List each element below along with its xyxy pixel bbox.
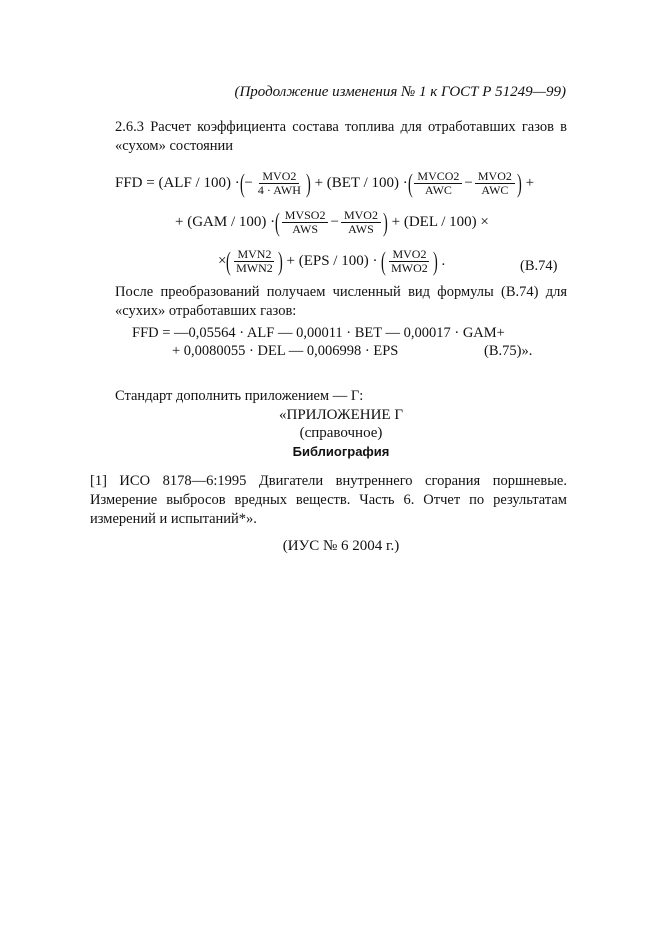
formula-text: −	[244, 175, 253, 191]
fraction-numerator: MVCO2	[414, 170, 462, 184]
bracket-left: (	[407, 168, 413, 198]
fraction	[255, 170, 304, 197]
bracket-left: (	[226, 246, 232, 276]
fraction-numerator: MVO2	[475, 170, 515, 184]
bracket-right: )	[277, 246, 283, 276]
fraction-denominator: AWC	[481, 183, 509, 197]
formula-text: +	[525, 175, 535, 191]
bracket-left: (	[275, 207, 280, 237]
fraction	[341, 209, 381, 236]
bracket-right: )	[382, 207, 388, 237]
bracket-left: (	[239, 168, 245, 198]
formula-b75-line1: FFD = —0,05564 · ALF — 0,00011 · BET — 0,00017 · GAM+	[132, 325, 505, 341]
section-paragraph: 2.6.3 Расчет коэффициента состава топлива для отработавших газов в «сухом» состоянии	[115, 119, 567, 154]
bracket-right: )	[432, 246, 438, 276]
formula-text: + (GAM / 100) ·	[175, 214, 276, 230]
formula-b74-line3	[218, 248, 445, 275]
fraction-numerator: MVSO2	[282, 209, 329, 223]
page-header: (Продолжение изменения № 1 к ГОСТ Р 51249—99)	[234, 84, 566, 100]
appendix-subtitle: (справочное)	[299, 425, 383, 441]
fraction-denominator: AWC	[424, 183, 452, 197]
equation-number-b74: (В.74)	[520, 258, 558, 274]
bracket-left: (	[381, 246, 387, 276]
fraction-numerator: MVO2	[341, 209, 381, 223]
bracket-right: )	[516, 168, 522, 198]
fraction-denominator: AWS	[348, 222, 374, 236]
bibliography-entry: [1] ИСО 8178—6:1995 Двигатели внутреннего сгорания поршневые. Измерение выбросов вредных веществ. Часть 6. Отчет по результатам измерений и испытаний*».	[90, 473, 567, 527]
formula-b74-line2	[175, 209, 489, 236]
fraction-numerator: MVN2	[234, 248, 274, 262]
fraction-denominator: 4 · AWH	[257, 183, 301, 197]
fraction-denominator: MWN2	[236, 261, 273, 275]
fraction-denominator: MWO2	[391, 261, 428, 275]
fraction	[388, 248, 431, 275]
equation-number-b75: (В.75)».	[484, 343, 533, 359]
formula-text: ×	[218, 253, 227, 269]
after-formula-paragraph: После преобразований получаем численный вид формулы (В.74) для «сухих» отработавших газов:	[115, 284, 567, 319]
fraction	[233, 248, 276, 275]
fraction	[282, 209, 329, 236]
appendix-heading: Библиография	[292, 444, 390, 459]
bracket-right: )	[305, 168, 311, 198]
appendix-title: «ПРИЛОЖЕНИЕ Г	[279, 407, 403, 423]
fraction	[414, 170, 462, 197]
formula-b74-line1	[115, 170, 534, 197]
formula-text: FFD = (ALF / 100) ·	[115, 175, 240, 191]
footer-note: (ИУС № 6 2004 г.)	[282, 538, 400, 554]
fraction-denominator: AWS	[292, 222, 318, 236]
formula-text: −	[464, 175, 473, 191]
formula-text: + (DEL / 100) ×	[391, 214, 489, 230]
formula-b75-line2: + 0,0080055 · DEL — 0,006998 · EPS	[172, 343, 399, 359]
fraction	[475, 170, 515, 197]
formula-text: + (BET / 100) ·	[314, 175, 408, 191]
supplement-paragraph: Стандарт дополнить приложением — Г:	[115, 388, 364, 404]
fraction-numerator: MVO2	[259, 170, 299, 184]
fraction-numerator: MVO2	[389, 248, 429, 262]
formula-text: + (EPS / 100) ·	[286, 253, 378, 269]
formula-text: .	[441, 253, 446, 269]
formula-text: −	[330, 214, 339, 230]
